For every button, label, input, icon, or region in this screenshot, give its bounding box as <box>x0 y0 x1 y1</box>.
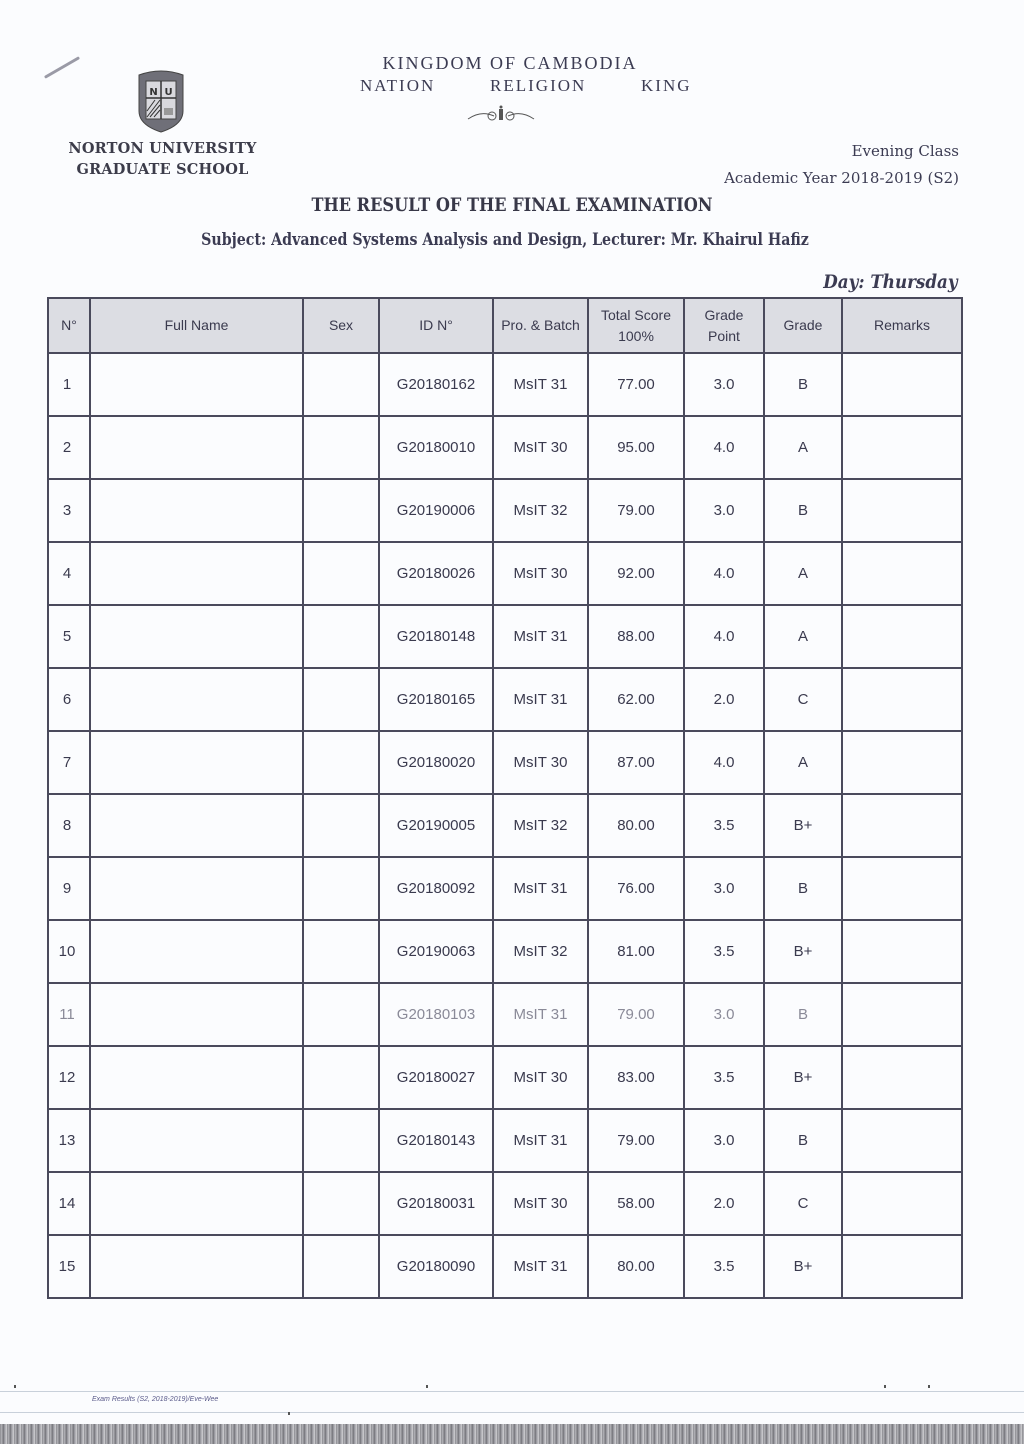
table-row <box>48 668 962 731</box>
full-name-cell <box>90 1109 303 1172</box>
total-score-cell: 88.00 <box>588 605 684 668</box>
grade-point-cell: 3.5 <box>684 1235 764 1298</box>
full-name-cell <box>90 605 303 668</box>
grade-cell: B+ <box>764 794 842 857</box>
batch-cell: MsIT 30 <box>493 1046 588 1109</box>
remarks-cell <box>842 794 962 857</box>
total-score-cell: 79.00 <box>588 1109 684 1172</box>
table-row <box>48 920 962 983</box>
id-cell: G20190005 <box>379 794 493 857</box>
university-name: NORTON UNIVERSITY <box>68 140 257 157</box>
col-header-full-name: Full Name <box>90 298 303 353</box>
grade-point-cell: 3.0 <box>684 1109 764 1172</box>
total-score-cell: 79.00 <box>588 479 684 542</box>
id-cell: G20180092 <box>379 857 493 920</box>
remarks-cell <box>842 1235 962 1298</box>
scan-speck <box>14 1385 16 1388</box>
table-row <box>48 353 962 416</box>
total-score-cell: 80.00 <box>588 794 684 857</box>
sex-cell <box>303 1046 379 1109</box>
grade-cell: B <box>764 983 842 1046</box>
grade-point-cell: 4.0 <box>684 731 764 794</box>
id-cell: G20180148 <box>379 605 493 668</box>
country-name: KINGDOM OF CAMBODIA <box>382 53 638 73</box>
total-score-cell: 81.00 <box>588 920 684 983</box>
remarks-cell <box>842 731 962 794</box>
total-score-unit: 100% <box>618 327 654 344</box>
row-number: 6 <box>48 668 90 731</box>
full-name-cell <box>90 668 303 731</box>
id-cell: G20180010 <box>379 416 493 479</box>
sex-cell <box>303 605 379 668</box>
full-name-cell <box>90 1046 303 1109</box>
grade-point-cell: 3.0 <box>684 353 764 416</box>
total-score-cell: 77.00 <box>588 353 684 416</box>
grade-point-cell: 3.5 <box>684 920 764 983</box>
table-header-row <box>48 298 962 353</box>
university-crest-icon <box>136 67 186 133</box>
batch-cell: MsIT 30 <box>493 1172 588 1235</box>
sex-cell <box>303 542 379 605</box>
col-header-sex: Sex <box>303 298 379 353</box>
remarks-cell <box>842 668 962 731</box>
batch-cell: MsIT 31 <box>493 668 588 731</box>
sex-cell <box>303 416 379 479</box>
row-number: 11 <box>48 983 90 1046</box>
scan-edge-bar <box>0 1424 1024 1444</box>
document-title: THE RESULT OF THE FINAL EXAMINATION <box>311 194 713 216</box>
batch-cell: MsIT 30 <box>493 416 588 479</box>
col-header-total-score <box>588 298 684 353</box>
row-number: 14 <box>48 1172 90 1235</box>
sex-cell <box>303 1109 379 1172</box>
grade-point-cell: 3.0 <box>684 479 764 542</box>
col-header-remarks: Remarks <box>842 298 962 353</box>
grade-cell: A <box>764 605 842 668</box>
scan-speck <box>288 1412 290 1415</box>
full-name-cell <box>90 920 303 983</box>
row-number: 7 <box>48 731 90 794</box>
row-number: 9 <box>48 857 90 920</box>
id-cell: G20180103 <box>379 983 493 1046</box>
id-cell: G20180162 <box>379 353 493 416</box>
grade-point-cell: 2.0 <box>684 668 764 731</box>
col-header-grade: Grade <box>764 298 842 353</box>
id-cell: G20180020 <box>379 731 493 794</box>
table-row <box>48 479 962 542</box>
row-number: 10 <box>48 920 90 983</box>
sex-cell <box>303 668 379 731</box>
row-number: 8 <box>48 794 90 857</box>
total-score-label: Total Score <box>600 306 672 323</box>
remarks-cell <box>842 857 962 920</box>
remarks-cell <box>842 1172 962 1235</box>
table-row <box>48 542 962 605</box>
grade-point-cell: 3.5 <box>684 794 764 857</box>
remarks-cell <box>842 416 962 479</box>
remarks-cell <box>842 983 962 1046</box>
batch-cell: MsIT 31 <box>493 857 588 920</box>
sex-cell <box>303 920 379 983</box>
batch-cell: MsIT 30 <box>493 731 588 794</box>
sex-cell <box>303 794 379 857</box>
batch-cell: MsIT 32 <box>493 479 588 542</box>
batch-cell: MsIT 31 <box>493 983 588 1046</box>
id-cell: G20180031 <box>379 1172 493 1235</box>
crest-letter-u: U <box>164 87 173 98</box>
grade-point-cell: 2.0 <box>684 1172 764 1235</box>
col-header-batch: Pro. & Batch <box>493 298 588 353</box>
footer-note: Exam Results (S2, 2018-2019)/Eve-Wee <box>92 1396 219 1403</box>
grade-point-cell: 4.0 <box>684 416 764 479</box>
remarks-cell <box>842 479 962 542</box>
subject-line: Subject: Advanced Systems Analysis and Design, Lecturer: Mr. Khairul Hafiz <box>201 230 809 249</box>
staple-mark <box>44 56 80 79</box>
grade-cell: B+ <box>764 920 842 983</box>
row-number: 12 <box>48 1046 90 1109</box>
scan-speck <box>928 1385 930 1388</box>
batch-cell: MsIT 32 <box>493 794 588 857</box>
row-number: 1 <box>48 353 90 416</box>
grade-cell: C <box>764 668 842 731</box>
row-number: 15 <box>48 1235 90 1298</box>
grade-point-cell: 3.5 <box>684 1046 764 1109</box>
batch-cell: MsIT 31 <box>493 1109 588 1172</box>
table-row <box>48 416 962 479</box>
grade-point-cell: 3.0 <box>684 983 764 1046</box>
remarks-cell <box>842 605 962 668</box>
scan-line <box>0 1412 1024 1413</box>
scan-speck <box>426 1385 428 1388</box>
table-row <box>48 983 962 1046</box>
total-score-cell: 87.00 <box>588 731 684 794</box>
grade-cell: C <box>764 1172 842 1235</box>
table-row <box>48 1235 962 1298</box>
sex-cell <box>303 983 379 1046</box>
batch-cell: MsIT 32 <box>493 920 588 983</box>
id-cell: G20190006 <box>379 479 493 542</box>
grade-cell: B <box>764 1109 842 1172</box>
grade-point-label-1: Grade <box>704 306 744 323</box>
national-heading <box>360 52 692 98</box>
full-name-cell <box>90 857 303 920</box>
col-header-grade-point <box>684 298 764 353</box>
full-name-cell <box>90 479 303 542</box>
sex-cell <box>303 353 379 416</box>
table-row <box>48 1046 962 1109</box>
id-cell: G20180026 <box>379 542 493 605</box>
table-row <box>48 1172 962 1235</box>
total-score-cell: 80.00 <box>588 1235 684 1298</box>
batch-cell: MsIT 31 <box>493 605 588 668</box>
full-name-cell <box>90 731 303 794</box>
sex-cell <box>303 1235 379 1298</box>
total-score-cell: 76.00 <box>588 857 684 920</box>
full-name-cell <box>90 542 303 605</box>
grade-cell: B <box>764 857 842 920</box>
table-row <box>48 794 962 857</box>
sex-cell <box>303 731 379 794</box>
remarks-cell <box>842 1046 962 1109</box>
id-cell: G20180027 <box>379 1046 493 1109</box>
remarks-cell <box>842 1109 962 1172</box>
grade-point-cell: 4.0 <box>684 542 764 605</box>
total-score-cell: 83.00 <box>588 1046 684 1109</box>
row-number: 3 <box>48 479 90 542</box>
col-header-id: ID N° <box>379 298 493 353</box>
class-info <box>724 138 959 192</box>
row-number: 2 <box>48 416 90 479</box>
remarks-cell <box>842 353 962 416</box>
id-cell: G20190063 <box>379 920 493 983</box>
row-number: 13 <box>48 1109 90 1172</box>
grade-cell: B <box>764 479 842 542</box>
grade-cell: A <box>764 416 842 479</box>
col-header-no: N° <box>48 298 90 353</box>
school-name: GRADUATE SCHOOL <box>76 161 249 178</box>
grade-cell: B+ <box>764 1046 842 1109</box>
total-score-cell: 79.00 <box>588 983 684 1046</box>
total-score-cell: 58.00 <box>588 1172 684 1235</box>
scan-line <box>0 1391 1024 1392</box>
full-name-cell <box>90 983 303 1046</box>
id-cell: G20180090 <box>379 1235 493 1298</box>
scan-speck <box>884 1385 886 1388</box>
batch-cell: MsIT 31 <box>493 353 588 416</box>
academic-year: Academic Year 2018-2019 (S2) <box>724 169 959 187</box>
sex-cell <box>303 479 379 542</box>
results-table <box>47 297 963 1299</box>
full-name-cell <box>90 1235 303 1298</box>
grade-point-cell: 4.0 <box>684 605 764 668</box>
batch-cell: MsIT 30 <box>493 542 588 605</box>
id-cell: G20180143 <box>379 1109 493 1172</box>
table-row <box>48 1109 962 1172</box>
full-name-cell <box>90 1172 303 1235</box>
sex-cell <box>303 1172 379 1235</box>
exam-day: Day: Thursday <box>823 271 958 293</box>
grade-point-cell: 3.0 <box>684 857 764 920</box>
grade-point-label-2: Point <box>708 327 740 344</box>
total-score-cell: 62.00 <box>588 668 684 731</box>
row-number: 5 <box>48 605 90 668</box>
row-number: 4 <box>48 542 90 605</box>
university-block <box>60 138 265 180</box>
grade-cell: A <box>764 542 842 605</box>
total-score-cell: 95.00 <box>588 416 684 479</box>
full-name-cell <box>90 794 303 857</box>
table-row <box>48 857 962 920</box>
batch-cell: MsIT 31 <box>493 1235 588 1298</box>
grade-cell: A <box>764 731 842 794</box>
grade-cell: B <box>764 353 842 416</box>
national-motto: NATION RELIGION KING <box>360 76 692 95</box>
remarks-cell <box>842 542 962 605</box>
grade-cell: B+ <box>764 1235 842 1298</box>
class-type: Evening Class <box>851 142 959 160</box>
table-row <box>48 731 962 794</box>
ornament-icon <box>466 104 536 124</box>
crest-letter-n: N <box>149 87 158 98</box>
full-name-cell <box>90 353 303 416</box>
remarks-cell <box>842 920 962 983</box>
full-name-cell <box>90 416 303 479</box>
total-score-cell: 92.00 <box>588 542 684 605</box>
sex-cell <box>303 857 379 920</box>
table-row <box>48 605 962 668</box>
id-cell: G20180165 <box>379 668 493 731</box>
